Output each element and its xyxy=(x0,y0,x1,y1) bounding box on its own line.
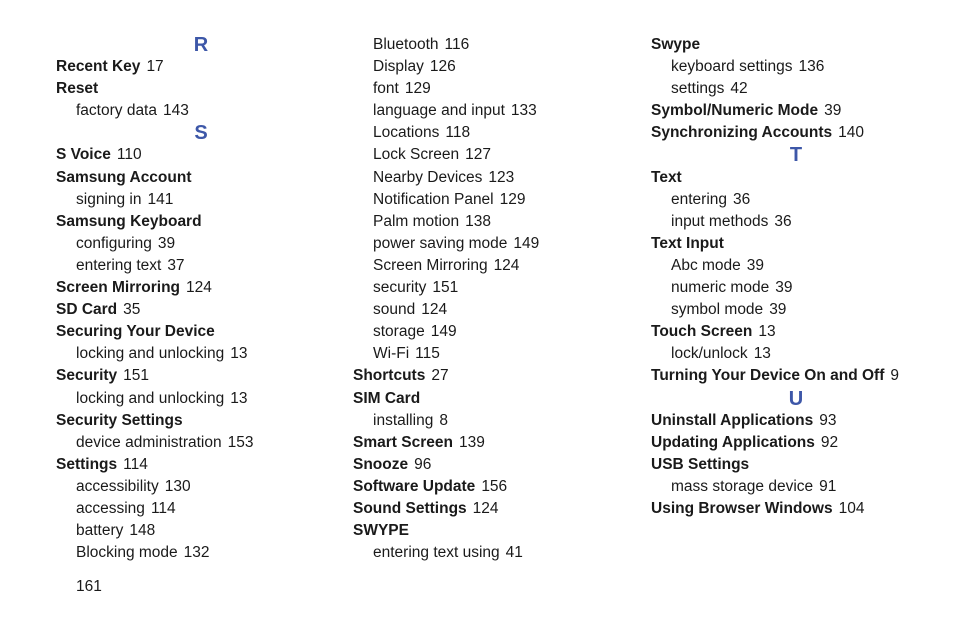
index-sub-entry xyxy=(353,122,643,144)
index-term: S Voice xyxy=(56,146,111,164)
index-term: Locations xyxy=(373,124,440,142)
index-term: Updating Applications xyxy=(651,433,815,451)
section-letter-heading: S xyxy=(194,122,208,145)
index-sub-entry xyxy=(651,78,941,100)
index-sub-entry xyxy=(651,189,941,211)
index-sub-entry xyxy=(651,211,941,233)
index-sub-entry xyxy=(353,410,643,432)
index-term: sound xyxy=(373,301,416,319)
index-term: configuring xyxy=(76,234,152,252)
index-main-entry xyxy=(353,498,643,520)
index-term: Display xyxy=(373,58,424,76)
index-term: Turning Your Device On and Off xyxy=(651,367,885,385)
index-term: Sound Settings xyxy=(353,499,467,517)
index-sub-entry xyxy=(56,476,346,498)
index-main-entry xyxy=(651,321,941,343)
index-page-ref: 156 xyxy=(481,477,508,495)
index-main-entry xyxy=(353,520,643,542)
index-main-entry xyxy=(56,277,346,299)
index-term: Securing Your Device xyxy=(56,323,215,341)
index-page-ref: 13 xyxy=(230,389,248,407)
index-main-entry xyxy=(353,365,643,387)
index-term: Uninstall Applications xyxy=(651,411,814,429)
index-main-entry xyxy=(56,144,346,166)
index-sub-entry xyxy=(353,277,643,299)
index-page-ref: 110 xyxy=(116,146,142,164)
index-main-entry xyxy=(56,211,346,233)
index-page-ref: 13 xyxy=(758,323,776,341)
index-term: SIM Card xyxy=(353,389,421,407)
index-page-ref: 37 xyxy=(167,256,185,274)
index-page-ref: 138 xyxy=(465,212,492,230)
index-term: installing xyxy=(373,411,434,429)
index-term: locking and unlocking xyxy=(76,389,225,407)
index-term: Settings xyxy=(56,455,118,473)
index-main-entry xyxy=(353,476,643,498)
index-page-ref: 129 xyxy=(499,190,526,208)
index-sub-entry xyxy=(56,100,346,122)
index-main-entry xyxy=(353,432,643,454)
index-page-ref: 8 xyxy=(439,411,448,429)
index-sub-entry xyxy=(353,189,643,211)
index-term: Reset xyxy=(56,80,99,98)
index-page-ref: 92 xyxy=(820,433,839,451)
index-page-ref: 141 xyxy=(147,190,174,208)
index-sub-entry xyxy=(353,56,643,78)
index-sub-entry xyxy=(651,56,941,78)
index-main-entry xyxy=(56,78,346,100)
index-main-entry xyxy=(651,454,941,476)
index-page-ref: 114 xyxy=(123,455,148,473)
index-main-entry xyxy=(56,454,346,476)
index-page-ref: 148 xyxy=(129,522,156,540)
index-main-entry xyxy=(651,122,941,144)
index-term: storage xyxy=(373,323,425,341)
index-sub-entry xyxy=(353,100,643,122)
index-page-ref: 129 xyxy=(404,80,431,98)
index-page-ref: 39 xyxy=(775,279,793,297)
index-term: entering xyxy=(671,190,728,208)
index-term: symbol mode xyxy=(671,301,764,319)
index-page-ref: 151 xyxy=(432,279,459,297)
index-sub-entry xyxy=(353,78,643,100)
index-page-ref: 39 xyxy=(824,102,842,120)
index-main-entry xyxy=(56,299,346,321)
index-term: Samsung Keyboard xyxy=(56,212,202,230)
index-page-ref: 13 xyxy=(230,345,248,363)
page-number: 161 xyxy=(76,578,102,595)
index-main-entry xyxy=(56,410,346,432)
index-sub-entry xyxy=(56,189,346,211)
index-term: entering text using xyxy=(373,544,500,562)
index-term: input methods xyxy=(671,212,769,230)
index-sub-entry xyxy=(651,277,941,299)
index-term: Lock Screen xyxy=(373,146,460,164)
section-letter-heading: U xyxy=(788,387,804,410)
index-term: Recent Key xyxy=(56,58,141,76)
index-sub-entry xyxy=(56,520,346,542)
index-main-entry xyxy=(56,56,346,78)
section-letter-heading: R xyxy=(193,34,209,56)
index-page-ref: 143 xyxy=(163,102,189,120)
index-page-ref: 149 xyxy=(430,323,457,341)
index-page-ref: 124 xyxy=(186,279,212,297)
index-term: Security Settings xyxy=(56,411,183,429)
index-term: Security xyxy=(56,367,118,385)
index-page-ref: 27 xyxy=(431,367,449,385)
index-page-ref: 35 xyxy=(123,301,141,319)
index-term: Blocking mode xyxy=(76,544,178,562)
index-page-ref: 130 xyxy=(164,477,191,495)
index-page-ref: 127 xyxy=(465,146,492,164)
index-sub-entry xyxy=(651,476,941,498)
index-term: Text xyxy=(651,168,682,186)
index-main-entry xyxy=(651,432,941,454)
index-sub-entry xyxy=(651,255,941,277)
index-sub-entry xyxy=(353,299,643,321)
index-sub-entry xyxy=(353,255,643,277)
index-term: lock/unlock xyxy=(671,345,748,363)
index-term: font xyxy=(373,80,399,98)
index-sub-entry xyxy=(56,233,346,255)
index-term: Palm motion xyxy=(373,212,460,230)
index-page-ref: 13 xyxy=(753,345,771,363)
index-term: Symbol/Numeric Mode xyxy=(651,102,819,120)
index-term: security xyxy=(373,279,427,297)
index-page-ref: 124 xyxy=(421,301,448,319)
index-term: Text Input xyxy=(651,234,724,252)
index-sub-entry xyxy=(353,167,643,189)
index-sub-entry xyxy=(56,255,346,277)
index-page-ref: 42 xyxy=(730,80,748,98)
index-sub-entry xyxy=(353,144,643,166)
index-main-entry xyxy=(353,454,643,476)
index-page-ref: 41 xyxy=(505,544,523,562)
index-term: Screen Mirroring xyxy=(373,256,488,274)
index-main-entry xyxy=(651,410,941,432)
index-term: numeric mode xyxy=(671,279,770,297)
index-page-ref: 153 xyxy=(227,433,254,451)
index-sub-entry xyxy=(56,343,346,365)
index-sub-entry xyxy=(353,211,643,233)
index-term: factory data xyxy=(76,102,157,120)
index-column-3 xyxy=(651,34,941,520)
index-term: Screen Mirroring xyxy=(56,279,181,297)
index-term: keyboard settings xyxy=(671,58,793,76)
index-page-ref: 123 xyxy=(488,168,515,186)
index-term: USB Settings xyxy=(651,455,750,473)
index-term: signing in xyxy=(76,190,142,208)
index-sub-entry xyxy=(56,542,346,564)
index-column-2 xyxy=(353,34,643,564)
index-page-ref: 136 xyxy=(798,58,825,76)
index-main-entry xyxy=(353,388,643,410)
index-term: SD Card xyxy=(56,301,118,319)
index-term: locking and unlocking xyxy=(76,345,225,363)
index-main-entry xyxy=(651,233,941,255)
index-sub-entry xyxy=(56,498,346,520)
index-page-ref: 39 xyxy=(157,234,176,252)
index-term: settings xyxy=(671,80,725,98)
index-page-ref: 36 xyxy=(733,190,751,208)
index-term: power saving mode xyxy=(373,234,508,252)
index-term: Bluetooth xyxy=(373,36,439,53)
index-term: Using Browser Windows xyxy=(651,499,833,517)
index-term: Samsung Account xyxy=(56,168,192,186)
index-term: Wi-Fi xyxy=(373,345,410,363)
index-term: Touch Screen xyxy=(651,323,753,341)
index-term: Shortcuts xyxy=(353,367,426,385)
index-term: Abc mode xyxy=(671,256,741,274)
index-page-ref: 39 xyxy=(746,256,765,274)
index-term: entering text xyxy=(76,256,162,274)
index-page-ref: 17 xyxy=(146,58,164,76)
index-column-1 xyxy=(56,34,346,564)
index-page-ref: 133 xyxy=(510,102,537,120)
index-main-entry xyxy=(651,498,941,520)
index-term: Snooze xyxy=(353,455,409,473)
index-page-ref: 96 xyxy=(414,455,432,473)
index-sub-entry xyxy=(353,233,643,255)
index-page-ref: 149 xyxy=(513,234,540,252)
index-sub-entry xyxy=(651,343,941,365)
index-page-ref: 91 xyxy=(819,477,837,495)
index-page-ref: 118 xyxy=(445,124,471,142)
index-page-ref: 139 xyxy=(458,433,485,451)
index-page-ref: 116 xyxy=(444,36,470,53)
index-page-ref: 39 xyxy=(769,301,787,319)
index-term: Software Update xyxy=(353,477,476,495)
index-page-ref: 140 xyxy=(838,124,865,142)
index-term: mass storage device xyxy=(671,477,814,495)
index-term: accessibility xyxy=(76,477,159,495)
index-page-ref: 104 xyxy=(838,499,865,517)
index-term: SWYPE xyxy=(353,522,409,540)
index-main-entry xyxy=(651,167,941,189)
index-page-ref: 124 xyxy=(472,499,499,517)
index-page-ref: 151 xyxy=(123,367,150,385)
index-page-ref: 115 xyxy=(415,345,440,363)
index-sub-entry xyxy=(353,542,643,564)
index-page-ref: 124 xyxy=(493,256,520,274)
index-page-ref: 126 xyxy=(429,58,456,76)
index-sub-entry xyxy=(353,343,643,365)
index-sub-entry xyxy=(56,388,346,410)
index-page-ref: 9 xyxy=(890,367,900,385)
index-page-ref: 36 xyxy=(774,212,792,230)
index-main-entry xyxy=(651,34,941,56)
index-page-ref: 132 xyxy=(183,544,210,562)
index-page-ref: 114 xyxy=(150,499,176,517)
index-term: Synchronizing Accounts xyxy=(651,124,833,142)
index-main-entry xyxy=(56,365,346,387)
index-sub-entry xyxy=(56,432,346,454)
index-sub-entry xyxy=(651,299,941,321)
index-term: Nearby Devices xyxy=(373,168,483,186)
index-term: language and input xyxy=(373,102,505,120)
index-main-entry xyxy=(651,100,941,122)
index-term: Swype xyxy=(651,36,701,53)
section-letter-heading: T xyxy=(789,144,803,167)
index-term: battery xyxy=(76,522,124,540)
index-sub-entry xyxy=(353,321,643,343)
index-term: accessing xyxy=(76,499,145,517)
index-main-entry xyxy=(56,167,346,189)
index-main-entry xyxy=(651,365,941,387)
index-main-entry xyxy=(56,321,346,343)
index-term: Smart Screen xyxy=(353,433,453,451)
index-sub-entry xyxy=(353,34,643,56)
index-term: device administration xyxy=(76,433,222,451)
index-page-ref: 93 xyxy=(819,411,837,429)
index-term: Notification Panel xyxy=(373,190,494,208)
